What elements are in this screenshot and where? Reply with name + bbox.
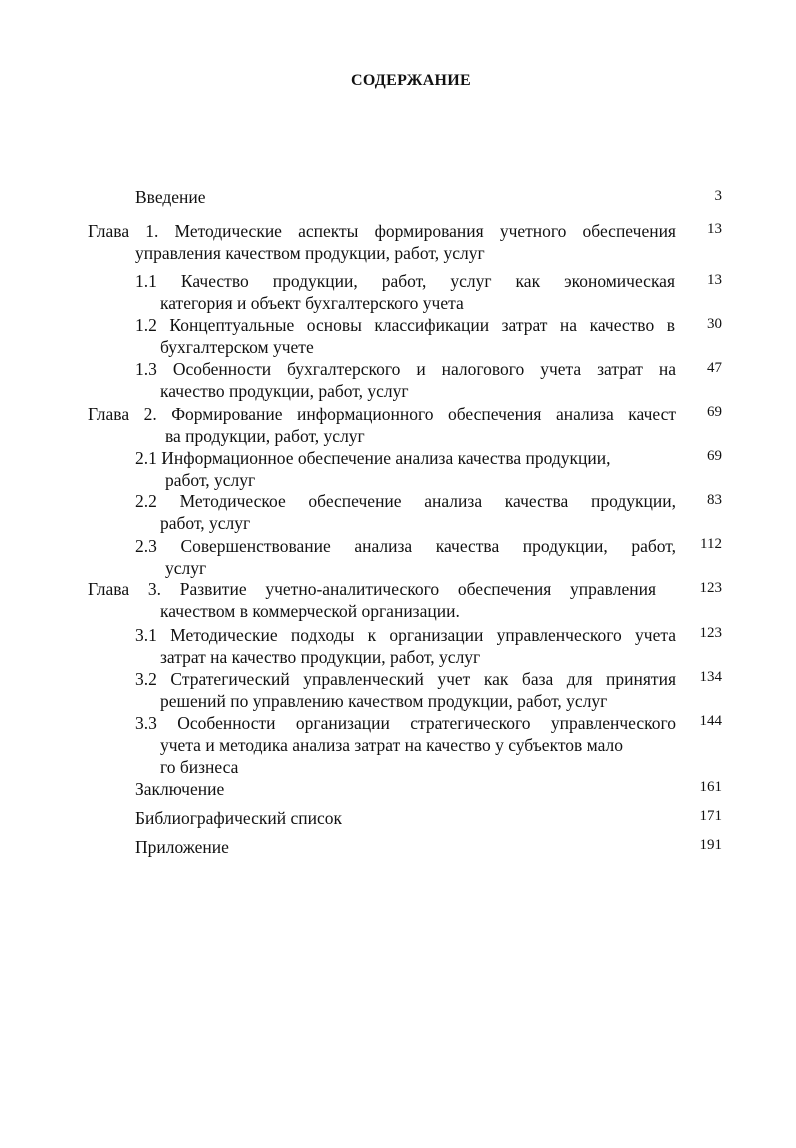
toc-entry-text: 2.2 Методическое обеспечение анализа качества продукции, xyxy=(135,491,676,511)
toc-entry-text: затрат на качество продукции, работ, услуг xyxy=(160,647,481,667)
page-title: СОДЕРЖАНИЕ xyxy=(350,72,472,89)
toc-page-number: 134 xyxy=(699,669,722,685)
toc-page-number: 69 xyxy=(707,448,722,464)
toc-page-number: 13 xyxy=(707,272,722,288)
toc-entry-text: 1.1 Качество продукции, работ, услуг как экономическая xyxy=(135,271,675,291)
toc-page-number: 83 xyxy=(707,492,722,508)
toc-entry-text: Заключение xyxy=(135,779,225,799)
toc-page-number: 161 xyxy=(699,779,722,795)
toc-entry-text: 2.1 Информационное обеспечение анализа качества продукции, xyxy=(135,448,611,468)
toc-entry-text: услуг xyxy=(165,558,207,578)
toc-page-number: 47 xyxy=(707,360,722,376)
toc-entry-text: решений по управлению качеством продукции, работ, услуг xyxy=(160,691,608,711)
toc-entry-text: категория и объект бухгалтерского учета xyxy=(160,293,464,313)
toc-entry-text: 3.2 Стратегический управленческий учет как база для принятия xyxy=(135,669,676,689)
toc-entry-text: го бизнеса xyxy=(160,757,239,777)
toc-entry-text: 1.3 Особенности бухгалтерского и налогового учета затрат на xyxy=(135,359,676,379)
toc-page-number: 144 xyxy=(699,713,722,729)
toc-entry-text: бухгалтерском учете xyxy=(160,337,314,357)
toc-entry-text: работ, услуг xyxy=(165,470,256,490)
toc-page-number: 123 xyxy=(699,580,722,596)
toc-entry-text: учета и методика анализа затрат на качество у субъектов мало xyxy=(160,735,623,755)
toc-entry-text: Глава 1. Методические аспекты формирования учетного обеспечения xyxy=(88,221,676,241)
toc-entry-text: качество продукции, работ, услуг xyxy=(160,381,409,401)
toc-page-number: 69 xyxy=(707,404,722,420)
toc-entry-text: Глава 3. Развитие учетно-аналитического обеспечения управления xyxy=(88,579,656,599)
toc-entry-text: Библиографический список xyxy=(135,808,343,828)
toc-page-number: 13 xyxy=(707,221,722,237)
toc-entry-text: Приложение xyxy=(135,837,229,857)
toc-page-number: 3 xyxy=(714,188,722,204)
toc-entry-text: качеством в коммерческой организации. xyxy=(160,601,460,621)
toc-entry-text: 3.1 Методические подходы к организации управленческого учета xyxy=(135,625,676,645)
toc-page-number: 171 xyxy=(699,808,722,824)
toc-entry-text: Введение xyxy=(135,187,206,207)
toc-entry-text: Глава 2. Формирование информационного обеспечения анализа качест xyxy=(88,404,676,424)
toc-page-number: 112 xyxy=(700,536,722,552)
toc-entry-text: ва продукции, работ, услуг xyxy=(165,426,365,446)
toc-entry-text: 1.2 Концептуальные основы классификации затрат на качество в xyxy=(135,315,675,335)
toc-page-number: 30 xyxy=(707,316,722,332)
toc-page-number: 123 xyxy=(699,625,722,641)
toc-page-number: 191 xyxy=(699,837,722,853)
toc-entry-text: управления качеством продукции, работ, услуг xyxy=(135,243,485,263)
toc-entry-text: 2.3 Совершенствование анализа качества продукции, работ, xyxy=(135,536,676,556)
toc-entry-text: работ, услуг xyxy=(160,513,251,533)
toc-entry-text: 3.3 Особенности организации стратегического управленческого xyxy=(135,713,676,733)
